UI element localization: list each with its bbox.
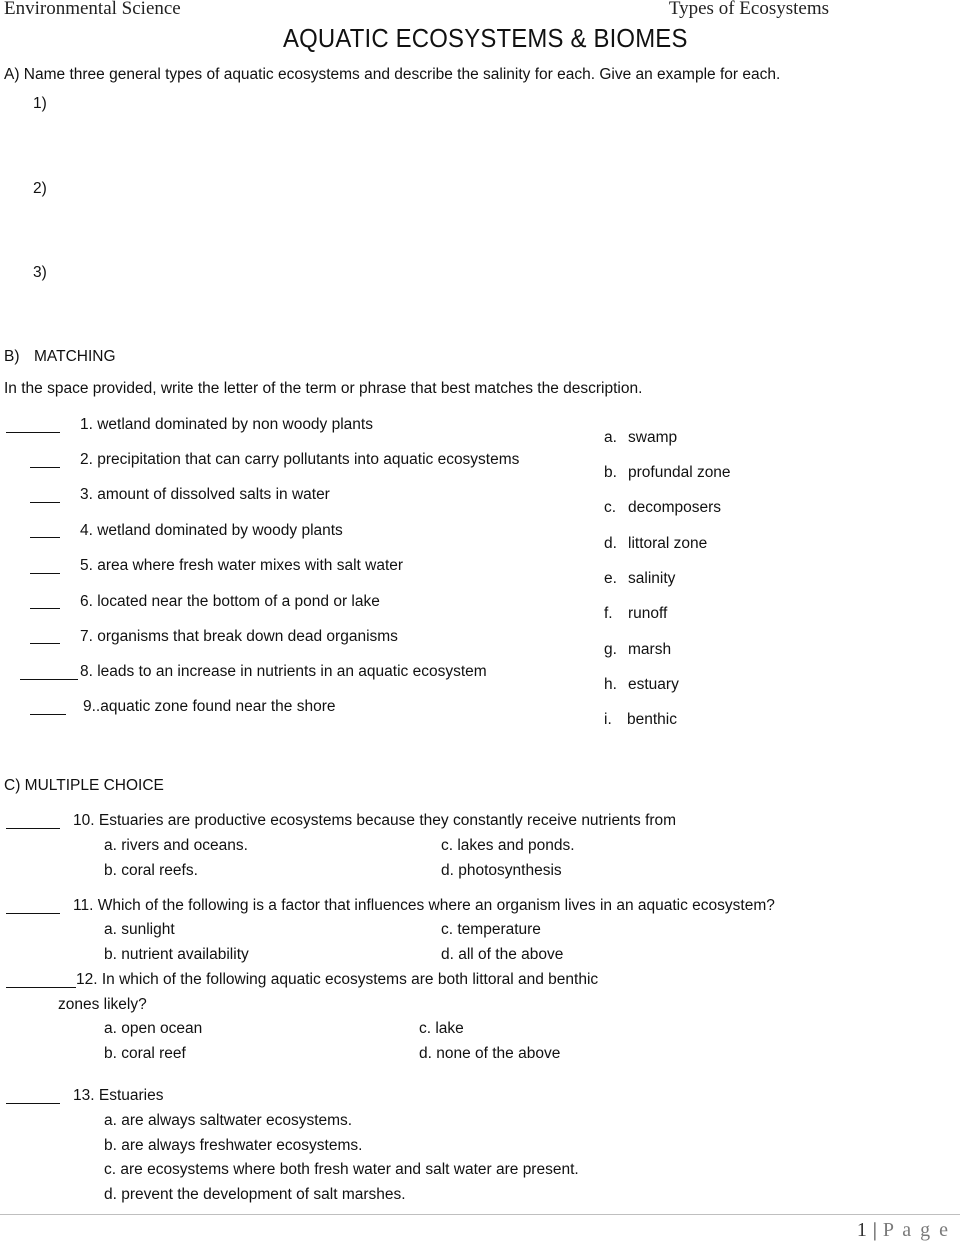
section-a-item-1: 1) — [33, 95, 47, 112]
answer-letter-e: e. — [604, 570, 617, 587]
q11-option-d: d. all of the above — [441, 946, 564, 963]
answer-blank-5[interactable] — [30, 573, 60, 574]
answer-term-benthic: benthic — [627, 711, 677, 728]
answer-term-marsh: marsh — [628, 641, 672, 658]
header-topic: Types of Ecosystems — [668, 0, 829, 19]
answer-blank-13[interactable] — [6, 1103, 60, 1104]
answer-blank-7[interactable] — [30, 643, 60, 644]
answer-term-littoral-zone: littoral zone — [628, 535, 708, 552]
matching-question-8: 8. leads to an increase in nutrients in an aquatic ecosystem — [80, 663, 487, 680]
answer-term-decomposers: decomposers — [628, 499, 722, 516]
answer-blank-9[interactable] — [30, 714, 66, 715]
q12-option-b: b. coral reef — [104, 1045, 186, 1062]
page-number: 1 — [856, 1219, 868, 1241]
q11-option-b: b. nutrient availability — [104, 946, 249, 963]
answer-blank-3[interactable] — [30, 502, 60, 503]
answer-letter-g: g. — [604, 641, 617, 658]
page-label: P a g e — [882, 1219, 950, 1241]
answer-blank-2[interactable] — [30, 467, 60, 468]
q11-option-c: c. temperature — [441, 921, 541, 938]
section-b-letter: B) — [4, 348, 20, 365]
matching-question-5: 5. area where fresh water mixes with salt water — [80, 557, 404, 574]
answer-blank-10[interactable] — [6, 828, 60, 829]
section-b-heading: MATCHING — [34, 348, 116, 365]
answer-term-runoff: runoff — [628, 605, 668, 622]
answer-letter-a: a. — [604, 429, 617, 446]
answer-blank-12[interactable] — [6, 987, 76, 988]
q10-option-b: b. coral reefs. — [104, 862, 198, 879]
answer-blank-1[interactable] — [6, 432, 60, 433]
q10-option-d: d. photosynthesis — [441, 862, 562, 879]
matching-question-6: 6. located near the bottom of a pond or lake — [80, 593, 380, 610]
answer-letter-f: f. — [604, 605, 613, 622]
section-c-heading: C) MULTIPLE CHOICE — [4, 777, 164, 794]
q13-stem: 13. Estuaries — [73, 1087, 164, 1104]
answer-letter-b: b. — [604, 464, 617, 481]
answer-blank-6[interactable] — [30, 608, 60, 609]
answer-blank-4[interactable] — [30, 537, 60, 538]
answer-term-estuary: estuary — [628, 676, 679, 693]
matching-question-2: 2. precipitation that can carry pollutants into aquatic ecosystems — [80, 451, 520, 468]
q12-stem-continued: zones likely? — [58, 996, 147, 1013]
q10-option-c: c. lakes and ponds. — [441, 837, 575, 854]
q12-stem: 12. In which of the following aquatic ecosystems are both littoral and benthic — [76, 971, 599, 988]
matching-question-1: 1. wetland dominated by non woody plants — [80, 416, 373, 433]
q10-option-a: a. rivers and oceans. — [104, 837, 248, 854]
page-footer — [857, 1219, 950, 1242]
q12-option-d: d. none of the above — [419, 1045, 561, 1062]
answer-blank-11[interactable] — [6, 913, 60, 914]
q11-option-a: a. sunlight — [104, 921, 175, 938]
q12-option-a: a. open ocean — [104, 1020, 203, 1037]
answer-letter-i: i. — [604, 711, 612, 728]
q13-option-c: c. are ecosystems where both fresh water and salt water are present. — [104, 1161, 579, 1178]
matching-question-9: 9..aquatic zone found near the shore — [83, 698, 336, 715]
q13-option-b: b. are always freshwater ecosystems. — [104, 1137, 363, 1154]
q13-option-d: d. prevent the development of salt marshes. — [104, 1186, 406, 1203]
answer-letter-h: h. — [604, 676, 617, 693]
q13-option-a: a. are always saltwater ecosystems. — [104, 1112, 353, 1129]
answer-term-profundal-zone: profundal zone — [628, 464, 731, 481]
answer-letter-c: c. — [604, 499, 617, 516]
section-b-instruction: In the space provided, write the letter of the term or phrase that best matches the description. — [4, 380, 643, 397]
answer-term-swamp: swamp — [628, 429, 678, 446]
matching-question-4: 4. wetland dominated by woody plants — [80, 522, 343, 539]
answer-term-salinity: salinity — [628, 570, 676, 587]
matching-question-7: 7. organisms that break down dead organisms — [80, 628, 398, 645]
answer-blank-8[interactable] — [20, 679, 78, 680]
header-subject: Environmental Science — [4, 0, 181, 19]
q12-option-c: c. lake — [419, 1020, 464, 1037]
answer-letter-d: d. — [604, 535, 617, 552]
q10-stem: 10. Estuaries are productive ecosystems because they constantly receive nutrients from — [73, 812, 677, 829]
footer-rule — [0, 1214, 960, 1215]
section-a-prompt: A) Name three general types of aquatic ecosystems and describe the salinity for each. Give an example for each. — [4, 66, 781, 83]
section-a-item-2: 2) — [33, 180, 47, 197]
q11-stem: 11. Which of the following is a factor that influences where an organism lives in an aquatic ecosystem? — [73, 897, 775, 914]
matching-question-3: 3. amount of dissolved salts in water — [80, 486, 330, 503]
page-separator: | — [872, 1219, 878, 1241]
page-title: AQUATIC ECOSYSTEMS & BIOMES — [283, 23, 688, 53]
section-a-item-3: 3) — [33, 264, 47, 281]
